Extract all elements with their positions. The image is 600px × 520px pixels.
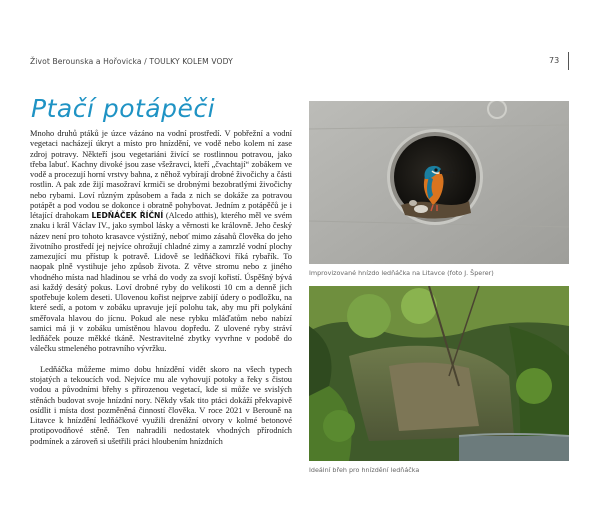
paragraph-1-end: (Alcedo atthis), kterého měl ve svém znaku i král Václav IV., jako symbol lásky a věrnosti ke královně. Jeho český název není pro tohoto krasavce výstižný, neboť mimo zásahů člověka do jeho životního prostředí jej nejvíce ohrožují chladné zimy a zamrzlé vodní plochy zamezující mu přístup k potravě. Lidově se ledňáčkovi říká rybařík. To naopak plně vystihuje jeho způsob života. Z větve stromu nebo z jiného vhodného místa nad hladinou se vrhá do vody za svojí kořistí. Úspěšný bývá asi každý desátý pokus. Loví drobné ryby do velikosti 10 cm a denně jich spotřebuje kolem deseti. Ulovenou kořist nejprve zabijí údery o podložku, na které sedí, a potom v zobáku upravuje její polohu tak, aby mu při polykání směřovala hlavou do jícnu. Pokud ale nese rybku mláďatům nebo nabízí samici má ji v zobáku umístěnou hlavou dopředu. Z ulovené ryby stráví ledňáček pouze měkké tkáně. Nestravitelné zbytky vyvrhne v podobě do válečku stmeleného potravního vývržku.: [30, 211, 292, 354]
species-name-highlight: LEDŇÁČEK ŘÍČNÍ: [91, 211, 164, 220]
article-body: [30, 129, 292, 447]
paragraph-1: [30, 129, 292, 355]
running-header: Život Berounska a Hořovicka / TOULKY KOLEM VODY: [30, 57, 233, 66]
paragraph-2: Ledňáčka můžeme mimo dobu hnízdění vidět skoro na všech typech stojatých a tekoucích vod. Nejvíce mu ale vyhovují potoky a řeky s čistou vodou a původními břehy s přirozenou vegetací, kde si může ve svislých stěnách budovat svoje hnízdní nory. Někdy však tito ptáci dokáží překvapivě osídlit i místa dost pozměněná činností člověka. V roce 2021 v Berouně na Litavce k hnízdění ledňáčkové využili drenážní otvory v kolmé betonové protipovodňové stěně. Ten nahradili nedostatek vhodných přírodních podmínek a zároveň si ušetřili práci hloubením hnízdních: [30, 364, 292, 446]
paragraph-1-start: Mnoho druhů ptáků je úzce vázáno na vodní prostředí. V pobřežní a vodní vegetaci nacházejí úkryt a místo pro hnízdění, ve vodě nebo kolem ní zase zdroj potravy. Někteří jsou vegetariáni živící se rostlinnou potravou, jako třeba labuť. Kachny divoké jsou zase všežravci, kteří „čvachtají“ zobákem ve vodě a procezují horní vrstvy bahna, z něhož vybírají drobné živočichy a části rostlin. A pak zde žijí masožraví krmiči se drobnými bezobratlými živočichy nebo rybami. Loví různým způsobem a řada z nich se dokáže za potravou potápět a pod vodou se dokonce i obratně pohybovat. Jedním z potápěčů je i létající drahokam: [30, 129, 292, 220]
overgrown-riverbank-photo: [309, 286, 569, 461]
article-title: Ptačí potápěči: [31, 94, 216, 123]
page-number: 73: [549, 56, 560, 65]
photo-2-caption: Ideální břeh pro hnízdění ledňáčka: [309, 466, 420, 474]
kingfisher-in-drain-hole-photo: [309, 101, 569, 264]
photo-1-caption: Improvizované hnízdo ledňáčka na Litavce (foto J. Šperer): [309, 269, 494, 277]
header-divider: [568, 52, 569, 70]
